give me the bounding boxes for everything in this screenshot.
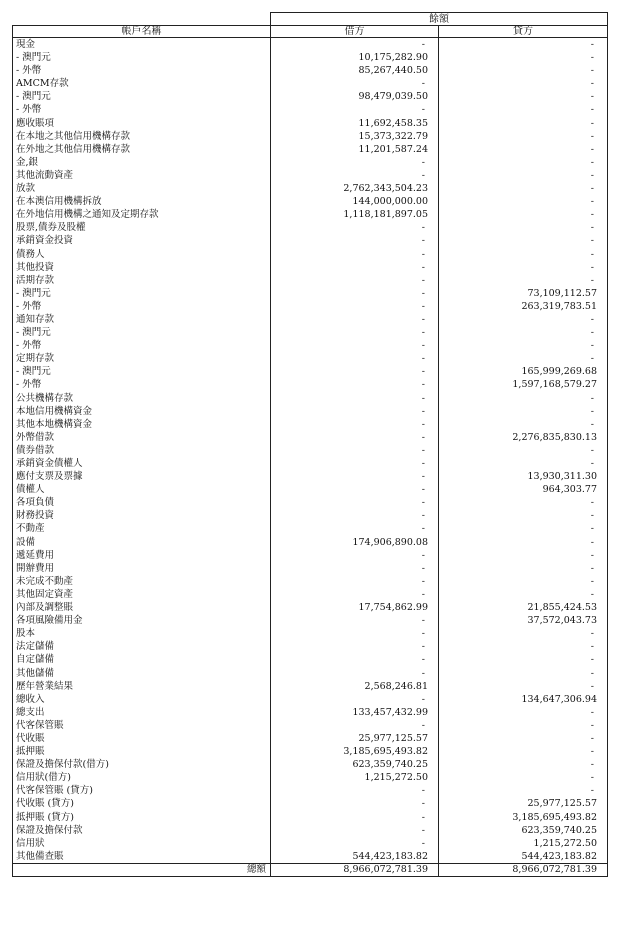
credit-cell: -: [439, 130, 608, 143]
table-row: [13, 169, 608, 182]
table-row: [13, 326, 608, 339]
debit-cell: -: [271, 667, 439, 680]
table-row: [13, 536, 608, 549]
debit-cell: -: [271, 575, 439, 588]
account-name-cell: 各項風險備用金: [13, 614, 271, 627]
trial-balance-table: [12, 12, 608, 877]
table-row: [13, 143, 608, 156]
credit-cell: -: [439, 653, 608, 666]
table-row: [13, 575, 608, 588]
total-debit: 8,966,072,781.39: [271, 863, 439, 876]
credit-cell: -: [439, 195, 608, 208]
credit-cell: 964,303.77: [439, 483, 608, 496]
debit-cell: -: [271, 103, 439, 116]
debit-cell: -: [271, 313, 439, 326]
header-debit: 借方: [271, 26, 439, 38]
debit-cell: -: [271, 326, 439, 339]
account-name-cell: - 外幣: [13, 64, 271, 77]
debit-cell: 144,000,000.00: [271, 195, 439, 208]
table-row: [13, 248, 608, 261]
table-row: [13, 274, 608, 287]
credit-cell: -: [439, 90, 608, 103]
account-name-cell: 在外地之其他信用機構存款: [13, 143, 271, 156]
debit-cell: 2,568,246.81: [271, 680, 439, 693]
table-row: [13, 457, 608, 470]
account-name-cell: 信用狀(借方): [13, 771, 271, 784]
account-name-cell: 承銷資金債權人: [13, 457, 271, 470]
debit-cell: -: [271, 614, 439, 627]
debit-cell: -: [271, 300, 439, 313]
table-row: [13, 339, 608, 352]
table-row: [13, 562, 608, 575]
debit-cell: 1,118,181,897.05: [271, 208, 439, 221]
account-name-cell: - 外幣: [13, 103, 271, 116]
debit-cell: -: [271, 719, 439, 732]
credit-cell: -: [439, 509, 608, 522]
table-row: [13, 693, 608, 706]
table-row: [13, 103, 608, 116]
table-row: [13, 483, 608, 496]
account-name-cell: 設備: [13, 536, 271, 549]
debit-cell: -: [271, 418, 439, 431]
credit-cell: -: [439, 771, 608, 784]
debit-cell: -: [271, 811, 439, 824]
debit-cell: 1,215,272.50: [271, 771, 439, 784]
account-name-cell: 總收入: [13, 693, 271, 706]
debit-cell: -: [271, 156, 439, 169]
debit-cell: -: [271, 234, 439, 247]
account-name-cell: 定期存款: [13, 352, 271, 365]
table-row: [13, 431, 608, 444]
account-name-cell: 代客保管賬 (貸方): [13, 784, 271, 797]
account-name-cell: 公共機構存款: [13, 392, 271, 405]
table-row: [13, 549, 608, 562]
account-name-cell: 通知存款: [13, 313, 271, 326]
credit-cell: -: [439, 640, 608, 653]
table-row: [13, 38, 608, 52]
account-name-cell: 抵押賬: [13, 745, 271, 758]
credit-cell: -: [439, 562, 608, 575]
account-name-cell: 未完成不動產: [13, 575, 271, 588]
account-name-cell: 放款: [13, 182, 271, 195]
credit-cell: -: [439, 143, 608, 156]
credit-cell: -: [439, 588, 608, 601]
account-name-cell: 外幣借款: [13, 431, 271, 444]
account-name-cell: - 外幣: [13, 378, 271, 391]
debit-cell: -: [271, 470, 439, 483]
credit-cell: -: [439, 496, 608, 509]
credit-cell: -: [439, 77, 608, 90]
account-name-cell: 其他儲備: [13, 667, 271, 680]
account-name-cell: 現金: [13, 38, 271, 52]
table-row: [13, 640, 608, 653]
debit-cell: -: [271, 549, 439, 562]
account-name-cell: 法定儲備: [13, 640, 271, 653]
account-name-cell: 金,銀: [13, 156, 271, 169]
debit-cell: -: [271, 365, 439, 378]
account-name-cell: 股票,債券及股權: [13, 221, 271, 234]
table-row: [13, 719, 608, 732]
debit-cell: -: [271, 444, 439, 457]
debit-cell: -: [271, 431, 439, 444]
credit-cell: -: [439, 248, 608, 261]
account-name-cell: 在外地信用機構之通知及定期存款: [13, 208, 271, 221]
table-row: [13, 811, 608, 824]
account-name-cell: 其他投資: [13, 261, 271, 274]
table-row: [13, 77, 608, 90]
table-row: [13, 130, 608, 143]
debit-cell: 133,457,432.99: [271, 706, 439, 719]
table-row: [13, 732, 608, 745]
debit-cell: 11,692,458.35: [271, 117, 439, 130]
account-name-cell: 自定儲備: [13, 653, 271, 666]
credit-cell: -: [439, 405, 608, 418]
credit-cell: -: [439, 418, 608, 431]
total-row: [13, 863, 608, 876]
account-name-cell: - 澳門元: [13, 365, 271, 378]
table-row: [13, 418, 608, 431]
table-body: [13, 38, 608, 864]
debit-cell: -: [271, 837, 439, 850]
credit-cell: -: [439, 182, 608, 195]
debit-cell: -: [271, 496, 439, 509]
account-name-cell: 保證及擔保付款(借方): [13, 758, 271, 771]
table-row: [13, 745, 608, 758]
credit-cell: 25,977,125.57: [439, 797, 608, 810]
credit-cell: 165,999,269.68: [439, 365, 608, 378]
debit-cell: -: [271, 522, 439, 535]
credit-cell: -: [439, 667, 608, 680]
credit-cell: -: [439, 352, 608, 365]
debit-cell: 85,267,440.50: [271, 64, 439, 77]
credit-cell: -: [439, 208, 608, 221]
debit-cell: -: [271, 248, 439, 261]
account-name-cell: 開辦費用: [13, 562, 271, 575]
credit-cell: -: [439, 274, 608, 287]
debit-cell: -: [271, 274, 439, 287]
credit-cell: 1,215,272.50: [439, 837, 608, 850]
table-row: [13, 182, 608, 195]
debit-cell: -: [271, 483, 439, 496]
table-row: [13, 627, 608, 640]
debit-cell: -: [271, 352, 439, 365]
credit-cell: -: [439, 706, 608, 719]
debit-cell: -: [271, 509, 439, 522]
credit-cell: 13,930,311.30: [439, 470, 608, 483]
account-name-cell: 各項負債: [13, 496, 271, 509]
credit-cell: 37,572,043.73: [439, 614, 608, 627]
debit-cell: 174,906,890.08: [271, 536, 439, 549]
table-row: [13, 208, 608, 221]
table-row: [13, 195, 608, 208]
debit-cell: -: [271, 221, 439, 234]
table-row: [13, 261, 608, 274]
account-name-cell: 遞延費用: [13, 549, 271, 562]
credit-cell: -: [439, 549, 608, 562]
debit-cell: -: [271, 653, 439, 666]
account-name-cell: 債權人: [13, 483, 271, 496]
credit-cell: -: [439, 234, 608, 247]
credit-cell: 3,185,695,493.82: [439, 811, 608, 824]
table-row: [13, 378, 608, 391]
debit-cell: 98,479,039.50: [271, 90, 439, 103]
debit-cell: -: [271, 562, 439, 575]
account-name-cell: 債務人: [13, 248, 271, 261]
credit-cell: -: [439, 732, 608, 745]
credit-cell: -: [439, 221, 608, 234]
account-name-cell: 代客保管賬: [13, 719, 271, 732]
debit-cell: -: [271, 405, 439, 418]
account-name-cell: 本地信用機構資金: [13, 405, 271, 418]
account-name-cell: - 澳門元: [13, 51, 271, 64]
account-name-cell: 在本澳信用機構拆放: [13, 195, 271, 208]
table-row: [13, 51, 608, 64]
table-row: [13, 509, 608, 522]
debit-cell: -: [271, 627, 439, 640]
account-name-cell: 財務投資: [13, 509, 271, 522]
account-name-cell: - 澳門元: [13, 287, 271, 300]
table-row: [13, 824, 608, 837]
credit-cell: -: [439, 627, 608, 640]
debit-cell: -: [271, 169, 439, 182]
account-name-cell: 應收賬項: [13, 117, 271, 130]
table-row: [13, 405, 608, 418]
table-row: [13, 365, 608, 378]
table-row: [13, 117, 608, 130]
account-name-cell: 內部及調整賬: [13, 601, 271, 614]
trial-balance-sheet: [12, 12, 607, 877]
credit-cell: -: [439, 758, 608, 771]
credit-cell: -: [439, 64, 608, 77]
table-row: [13, 156, 608, 169]
account-name-cell: 不動產: [13, 522, 271, 535]
account-name-cell: 總支出: [13, 706, 271, 719]
account-name-cell: 股本: [13, 627, 271, 640]
credit-cell: -: [439, 575, 608, 588]
credit-cell: -: [439, 261, 608, 274]
table-row: [13, 680, 608, 693]
credit-cell: -: [439, 51, 608, 64]
table-row: [13, 313, 608, 326]
table-row: [13, 234, 608, 247]
table-row: [13, 667, 608, 680]
debit-cell: -: [271, 287, 439, 300]
debit-cell: 3,185,695,493.82: [271, 745, 439, 758]
account-name-cell: 歷年營業結果: [13, 680, 271, 693]
account-name-cell: AMCM存款: [13, 77, 271, 90]
table-row: [13, 850, 608, 864]
debit-cell: 17,754,862.99: [271, 601, 439, 614]
account-name-cell: 抵押賬 (貸方): [13, 811, 271, 824]
credit-cell: -: [439, 444, 608, 457]
total-label: 總額: [13, 863, 271, 876]
table-row: [13, 758, 608, 771]
credit-cell: -: [439, 103, 608, 116]
credit-cell: 2,276,835,830.13: [439, 431, 608, 444]
debit-cell: 2,762,343,504.23: [271, 182, 439, 195]
debit-cell: -: [271, 261, 439, 274]
account-name-cell: 活期存款: [13, 274, 271, 287]
table-row: [13, 601, 608, 614]
account-name-cell: - 外幣: [13, 339, 271, 352]
table-row: [13, 706, 608, 719]
account-name-cell: 其他本地機構資金: [13, 418, 271, 431]
debit-cell: -: [271, 77, 439, 90]
account-name-cell: - 外幣: [13, 300, 271, 313]
table-row: [13, 287, 608, 300]
credit-cell: -: [439, 719, 608, 732]
total-credit: 8,966,072,781.39: [439, 863, 608, 876]
credit-cell: -: [439, 326, 608, 339]
credit-cell: 134,647,306.94: [439, 693, 608, 706]
credit-cell: 544,423,183.82: [439, 850, 608, 864]
table-row: [13, 653, 608, 666]
debit-cell: -: [271, 784, 439, 797]
table-row: [13, 614, 608, 627]
credit-cell: 263,319,783.51: [439, 300, 608, 313]
credit-cell: -: [439, 522, 608, 535]
debit-cell: -: [271, 693, 439, 706]
debit-cell: -: [271, 824, 439, 837]
credit-cell: 21,855,424.53: [439, 601, 608, 614]
credit-cell: -: [439, 339, 608, 352]
account-name-cell: 債券借款: [13, 444, 271, 457]
debit-cell: -: [271, 392, 439, 405]
account-name-cell: 其他流動資產: [13, 169, 271, 182]
table-row: [13, 90, 608, 103]
table-row: [13, 496, 608, 509]
debit-cell: -: [271, 588, 439, 601]
account-name-cell: 保證及擔保付款: [13, 824, 271, 837]
debit-cell: -: [271, 339, 439, 352]
header-blank: [13, 13, 271, 26]
credit-cell: -: [439, 784, 608, 797]
credit-cell: 73,109,112.57: [439, 287, 608, 300]
header-credit: 貸方: [439, 26, 608, 38]
credit-cell: 1,597,168,579.27: [439, 378, 608, 391]
account-name-cell: 代收賬: [13, 732, 271, 745]
debit-cell: 11,201,587.24: [271, 143, 439, 156]
table-row: [13, 352, 608, 365]
credit-cell: -: [439, 117, 608, 130]
credit-cell: -: [439, 313, 608, 326]
debit-cell: -: [271, 378, 439, 391]
account-name-cell: 信用狀: [13, 837, 271, 850]
table-row: [13, 797, 608, 810]
table-row: [13, 470, 608, 483]
credit-cell: -: [439, 169, 608, 182]
table-row: [13, 784, 608, 797]
account-name-cell: 應付支票及票據: [13, 470, 271, 483]
account-name-cell: 承銷資金投資: [13, 234, 271, 247]
debit-cell: -: [271, 38, 439, 52]
account-name-cell: 代收賬 (貸方): [13, 797, 271, 810]
debit-cell: 544,423,183.82: [271, 850, 439, 864]
debit-cell: -: [271, 797, 439, 810]
credit-cell: -: [439, 38, 608, 52]
credit-cell: -: [439, 745, 608, 758]
header-account-name: 帳戶名稱: [13, 26, 271, 38]
table-row: [13, 771, 608, 784]
table-row: [13, 64, 608, 77]
table-row: [13, 837, 608, 850]
debit-cell: 10,175,282.90: [271, 51, 439, 64]
account-name-cell: 其他固定資產: [13, 588, 271, 601]
table-row: [13, 300, 608, 313]
credit-cell: 623,359,740.25: [439, 824, 608, 837]
table-row: [13, 522, 608, 535]
account-name-cell: 在本地之其他信用機構存款: [13, 130, 271, 143]
table-row: [13, 588, 608, 601]
credit-cell: -: [439, 156, 608, 169]
debit-cell: -: [271, 640, 439, 653]
account-name-cell: - 澳門元: [13, 326, 271, 339]
table-row: [13, 444, 608, 457]
debit-cell: -: [271, 457, 439, 470]
credit-cell: -: [439, 392, 608, 405]
credit-cell: -: [439, 680, 608, 693]
debit-cell: 623,359,740.25: [271, 758, 439, 771]
debit-cell: 25,977,125.57: [271, 732, 439, 745]
account-name-cell: 其他備查賬: [13, 850, 271, 864]
table-row: [13, 392, 608, 405]
header-balance: 餘額: [271, 13, 608, 26]
debit-cell: 15,373,322.79: [271, 130, 439, 143]
account-name-cell: - 澳門元: [13, 90, 271, 103]
credit-cell: -: [439, 536, 608, 549]
table-row: [13, 221, 608, 234]
credit-cell: -: [439, 457, 608, 470]
